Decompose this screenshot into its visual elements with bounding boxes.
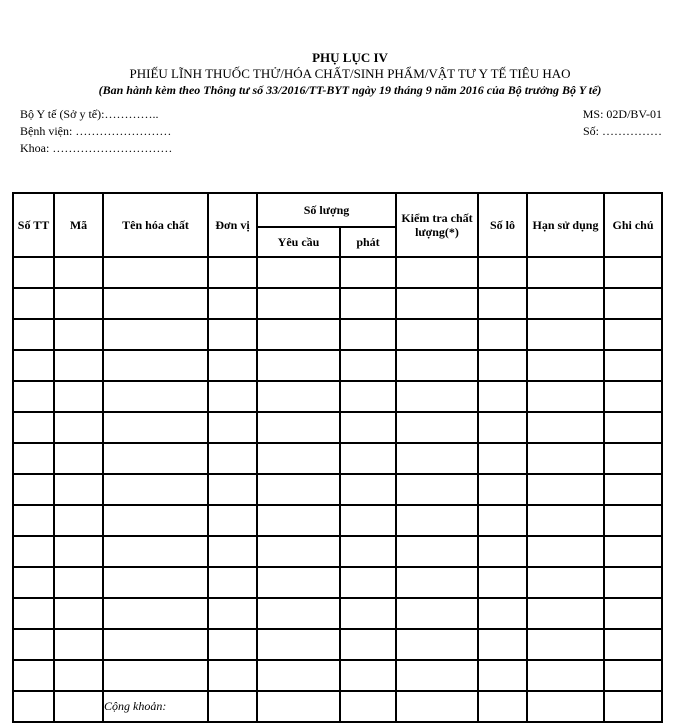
table-cell[interactable] <box>13 505 54 536</box>
table-cell[interactable] <box>13 412 54 443</box>
table-cell[interactable] <box>340 350 396 381</box>
table-cell[interactable] <box>604 288 662 319</box>
header-code: Mã <box>54 193 103 257</box>
table-cell[interactable] <box>208 598 257 629</box>
table-cell[interactable] <box>478 505 527 536</box>
table-cell[interactable] <box>257 257 340 288</box>
table-cell[interactable] <box>340 536 396 567</box>
table-cell[interactable] <box>340 474 396 505</box>
table-cell[interactable] <box>527 257 604 288</box>
form-title: PHIẾU LĨNH THUỐC THỬ/HÓA CHẤT/SINH PHẨM/VẬT TƯ Y TẾ TIÊU HAO <box>129 66 571 81</box>
table-cell[interactable] <box>208 381 257 412</box>
table-cell[interactable] <box>54 288 103 319</box>
table-cell[interactable] <box>257 288 340 319</box>
table-cell[interactable] <box>103 505 208 536</box>
table-cell[interactable] <box>103 350 208 381</box>
table-row <box>13 288 662 319</box>
meta-left <box>20 106 172 157</box>
table-cell[interactable] <box>257 629 340 660</box>
table-cell[interactable] <box>340 567 396 598</box>
table-cell[interactable] <box>13 567 54 598</box>
table-cell[interactable] <box>103 288 208 319</box>
table-cell[interactable] <box>103 598 208 629</box>
table-cell[interactable] <box>54 691 103 722</box>
table-cell[interactable] <box>604 319 662 350</box>
table-cell[interactable] <box>208 629 257 660</box>
header-requested: Yêu cầu <box>257 227 340 257</box>
table-cell[interactable] <box>340 660 396 691</box>
table-cell[interactable] <box>208 660 257 691</box>
table-row <box>13 629 662 660</box>
table-cell[interactable] <box>13 257 54 288</box>
table-row <box>13 474 662 505</box>
table-cell[interactable] <box>257 474 340 505</box>
table-cell[interactable] <box>257 319 340 350</box>
table-cell[interactable] <box>13 691 54 722</box>
table-cell[interactable] <box>103 629 208 660</box>
table-cell[interactable] <box>103 536 208 567</box>
table-row <box>13 412 662 443</box>
table-cell[interactable] <box>103 660 208 691</box>
table-cell[interactable] <box>54 350 103 381</box>
table-cell[interactable] <box>478 567 527 598</box>
hospital-field: Bệnh viện: …………………… <box>20 124 172 138</box>
table-cell[interactable] <box>54 257 103 288</box>
table-cell[interactable] <box>103 567 208 598</box>
table-cell[interactable] <box>208 536 257 567</box>
form-subtitle: (Ban hành kèm theo Thông tư số 33/2016/TT-BYT ngày 19 tháng 9 năm 2016 của Bộ trưởng Bộ Y tế) <box>98 83 602 97</box>
table-cell[interactable] <box>604 381 662 412</box>
table-cell[interactable] <box>478 474 527 505</box>
total-label: Cộng khoản: <box>103 691 208 722</box>
table-row <box>13 660 662 691</box>
table-cell[interactable] <box>478 629 527 660</box>
table-cell[interactable] <box>54 474 103 505</box>
table-cell[interactable] <box>257 536 340 567</box>
table-cell[interactable] <box>257 350 340 381</box>
department-field: Khoa: ………………………… <box>20 141 173 155</box>
header-notes: Ghi chú <box>604 193 662 257</box>
table-cell[interactable] <box>13 660 54 691</box>
table-cell[interactable] <box>604 443 662 474</box>
table-cell[interactable] <box>527 660 604 691</box>
table-cell[interactable] <box>54 629 103 660</box>
table-cell[interactable] <box>396 691 478 722</box>
table-cell[interactable] <box>478 350 527 381</box>
table-cell[interactable] <box>340 381 396 412</box>
table-cell[interactable] <box>13 598 54 629</box>
table-cell[interactable] <box>478 691 527 722</box>
appendix-title: PHỤ LỤC IV <box>312 50 388 65</box>
table-cell[interactable] <box>257 567 340 598</box>
table-cell[interactable] <box>13 381 54 412</box>
table-cell[interactable] <box>478 660 527 691</box>
table-cell[interactable] <box>208 691 257 722</box>
meta-right <box>583 106 662 140</box>
table-cell[interactable] <box>604 505 662 536</box>
table-cell[interactable] <box>396 598 478 629</box>
table-cell[interactable] <box>527 350 604 381</box>
table-cell[interactable] <box>208 567 257 598</box>
table-cell[interactable] <box>396 319 478 350</box>
table-cell[interactable] <box>257 381 340 412</box>
table-cell[interactable] <box>396 412 478 443</box>
table-cell[interactable] <box>478 443 527 474</box>
table-cell[interactable] <box>257 443 340 474</box>
header-quantity: Số lượng <box>257 193 396 227</box>
header-issued: phát <box>340 227 396 257</box>
table-cell[interactable] <box>396 443 478 474</box>
table-cell[interactable] <box>257 598 340 629</box>
table-cell[interactable] <box>527 474 604 505</box>
table-cell[interactable] <box>396 629 478 660</box>
header-stt: Số TT <box>13 193 54 257</box>
table-cell[interactable] <box>396 505 478 536</box>
table-cell[interactable] <box>208 474 257 505</box>
table-row <box>13 536 662 567</box>
table-body <box>13 257 662 722</box>
table-cell[interactable] <box>340 443 396 474</box>
table-cell[interactable] <box>103 319 208 350</box>
table-cell[interactable] <box>103 474 208 505</box>
table-cell[interactable] <box>527 319 604 350</box>
table-cell[interactable] <box>604 474 662 505</box>
table-cell[interactable] <box>54 381 103 412</box>
table-cell[interactable] <box>13 443 54 474</box>
table-cell[interactable] <box>604 660 662 691</box>
table-cell[interactable] <box>13 536 54 567</box>
table-cell[interactable] <box>103 381 208 412</box>
table-cell[interactable] <box>478 598 527 629</box>
table-cell[interactable] <box>340 629 396 660</box>
table-cell[interactable] <box>54 412 103 443</box>
table-cell[interactable] <box>13 288 54 319</box>
table-row <box>13 350 662 381</box>
table-cell[interactable] <box>208 319 257 350</box>
table-cell[interactable] <box>13 350 54 381</box>
table-cell[interactable] <box>527 412 604 443</box>
table-cell[interactable] <box>103 412 208 443</box>
table-cell[interactable] <box>208 412 257 443</box>
table-cell[interactable] <box>340 598 396 629</box>
requisition-table <box>12 192 663 723</box>
table-row <box>13 567 662 598</box>
table-cell[interactable] <box>208 350 257 381</box>
table-row <box>13 443 662 474</box>
table-row <box>13 319 662 350</box>
table-cell[interactable] <box>604 536 662 567</box>
table-cell[interactable] <box>527 629 604 660</box>
header-name: Tên hóa chất <box>103 193 208 257</box>
table-cell[interactable] <box>13 474 54 505</box>
table-cell[interactable] <box>208 505 257 536</box>
table-cell[interactable] <box>604 629 662 660</box>
table-cell[interactable] <box>527 598 604 629</box>
table-cell[interactable] <box>478 536 527 567</box>
table-cell[interactable] <box>340 257 396 288</box>
table-cell[interactable] <box>13 319 54 350</box>
table-cell[interactable] <box>604 257 662 288</box>
table-cell[interactable] <box>478 381 527 412</box>
table-cell[interactable] <box>396 350 478 381</box>
table-cell[interactable] <box>396 536 478 567</box>
table-cell[interactable] <box>54 319 103 350</box>
table-cell[interactable] <box>478 288 527 319</box>
table-cell[interactable] <box>340 319 396 350</box>
table-cell[interactable] <box>604 691 662 722</box>
table-cell[interactable] <box>54 660 103 691</box>
table-cell[interactable] <box>396 288 478 319</box>
header-unit: Đơn vị <box>208 193 257 257</box>
table-cell[interactable] <box>396 381 478 412</box>
table-cell[interactable] <box>527 567 604 598</box>
table-cell[interactable] <box>54 505 103 536</box>
table-row <box>13 381 662 412</box>
table-cell[interactable] <box>396 257 478 288</box>
table-cell[interactable] <box>103 257 208 288</box>
table-cell[interactable] <box>478 412 527 443</box>
header-quality-check: Kiểm tra chất lượng(*) <box>396 193 478 257</box>
table-cell[interactable] <box>54 598 103 629</box>
header-expiry: Hạn sử dụng <box>527 193 604 257</box>
total-row <box>13 691 662 722</box>
table-cell[interactable] <box>478 319 527 350</box>
table-cell[interactable] <box>527 536 604 567</box>
table-row <box>13 257 662 288</box>
table-cell[interactable] <box>604 598 662 629</box>
table-cell[interactable] <box>103 443 208 474</box>
table-cell[interactable] <box>208 257 257 288</box>
table-cell[interactable] <box>527 505 604 536</box>
form-code: MS: 02D/BV-01 <box>582 107 662 121</box>
table-cell[interactable] <box>340 412 396 443</box>
table-row <box>13 505 662 536</box>
table-cell[interactable] <box>527 443 604 474</box>
table-row <box>13 598 662 629</box>
number-field: Số: …………… <box>582 124 662 138</box>
ministry-field: Bộ Y tế (Sở y tế):………….. <box>20 107 159 121</box>
table-cell[interactable] <box>208 288 257 319</box>
table-cell[interactable] <box>54 536 103 567</box>
table-cell[interactable] <box>396 474 478 505</box>
table-cell[interactable] <box>396 660 478 691</box>
table-cell[interactable] <box>257 505 340 536</box>
table-cell[interactable] <box>527 691 604 722</box>
table-cell[interactable] <box>396 567 478 598</box>
table-cell[interactable] <box>604 350 662 381</box>
table-cell[interactable] <box>257 412 340 443</box>
table-cell[interactable] <box>13 629 54 660</box>
table-cell[interactable] <box>257 691 340 722</box>
table-cell[interactable] <box>54 567 103 598</box>
table-cell[interactable] <box>340 505 396 536</box>
table-cell[interactable] <box>54 443 103 474</box>
table-cell[interactable] <box>257 660 340 691</box>
table-cell[interactable] <box>208 443 257 474</box>
table-cell[interactable] <box>604 412 662 443</box>
header-lot: Số lô <box>478 193 527 257</box>
table-cell[interactable] <box>604 567 662 598</box>
document-header <box>0 50 700 98</box>
table-cell[interactable] <box>527 288 604 319</box>
table-cell[interactable] <box>527 381 604 412</box>
table-cell[interactable] <box>340 288 396 319</box>
table-cell[interactable] <box>478 257 527 288</box>
table-cell[interactable] <box>340 691 396 722</box>
